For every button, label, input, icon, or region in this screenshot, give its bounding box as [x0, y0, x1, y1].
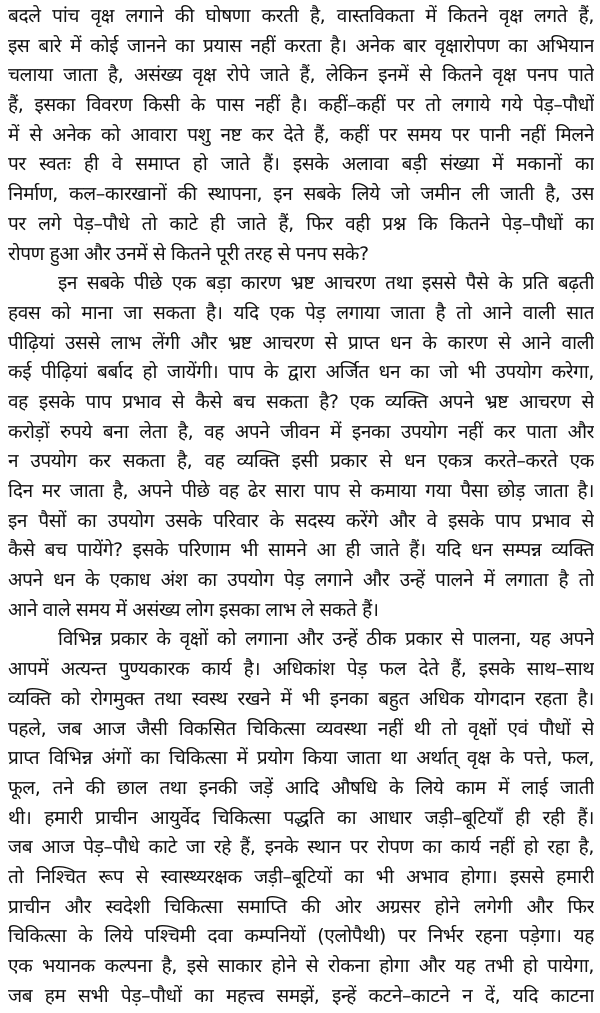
text-line: अपने धन के एकाध अंश का उपयोग पेड़ लगाने और उन्हें पालने में लगाता है तो [8, 569, 594, 592]
text-line: हवस को माना जा सकता है। यदि एक पेड़ लगाया जाता है तो आने वाली सात [8, 301, 594, 324]
text-line: पर स्वतः ही वे समाप्त हो जाते हैं। इसके अलावा बड़ी संख्या में मकानों का [8, 153, 594, 176]
text-line: न उपयोग कर सकता है, वह व्यक्ति इसी प्रकार से धन एकत्र करते–करते एक [8, 450, 594, 473]
text-line: इन सबके पीछे एक बड़ा कारण भ्रष्ट आचरण तथा इससे पैसे के प्रति बढ़ती [58, 272, 594, 295]
text-line: आने वाले समय में असंख्य लोग इसका लाभ ले सकते हैं। [8, 598, 379, 621]
text-line: करोड़ों रुपये बना लेता है, वह अपने जीवन में इनका उपयोग नहीं कर पाता और [8, 420, 594, 443]
text-line: दिन मर जाता है, अपने पीछे वह ढेर सारा पाप से कमाया गया पैसा छोड़ जाता है। [8, 480, 594, 502]
text-line: प्राप्त विभिन्न अंगों का चिकित्सा में प्रयोग किया जाता था अर्थात् वृक्ष के पत्ते, फल, [8, 747, 594, 770]
text-line: विभिन्न प्रकार के वृक्षों को लगाना और उन्हें ठीक प्रकार से पालना, यह अपने [58, 628, 594, 651]
text-line: पर लगे पेड़–पौधे तो काटे ही जाते हैं, फिर वही प्रश्न कि कितने पेड़–पौधों का [8, 212, 594, 235]
paragraph-3 [8, 625, 594, 1011]
text-line: चलाया जाता है, असंख्य वृक्ष रोपे जाते हैं, लेकिन इनमें से कितने वृक्ष पनप पाते [8, 64, 594, 87]
text-line: पीढ़ियां उससे लाभ लेंगी और भ्रष्ट आचरण से प्राप्त धन के कारण से आने वाली [8, 331, 594, 354]
text-line: रोपण हुआ और उनमें से कितने पूरी तरह से पनप सके? [8, 242, 369, 265]
text-line: हैं, इसका विवरण किसी के पास नहीं है। कहीं–कहीं पर तो लगाये गये पेड़–पौधों [8, 94, 594, 117]
text-line: फूल, तने की छाल तथा इनकी जड़ें आदि औषधि के लिये काम में लाई जाती [8, 776, 594, 799]
paragraph-1 [8, 2, 594, 269]
paragraph-2 [8, 269, 594, 625]
text-line: में से अनेक को आवारा पशु नष्ट कर देते हैं, कहीं पर समय पर पानी नहीं मिलने [8, 123, 594, 146]
text-line: तो निश्चित रूप से स्वास्थ्यरक्षक जड़ी–बूटियों का भी अभाव होगा। इससे हमारी [8, 865, 594, 888]
text-line: कैसे बच पायेंगे? इसके परिणाम भी सामने आ ही जाते हैं। यदि धन सम्पन्न व्यक्ति [8, 539, 594, 562]
text-line: चिकित्सा के लिये पश्चिमी दवा कम्पनियों (एलोपैथी) पर निर्भर रहना पड़ेगा। यह [8, 925, 594, 948]
text-line: इस बारे में कोई जानने का प्रयास नहीं करता है। अनेक बार वृक्षारोपण का अभियान [8, 34, 594, 57]
text-line: जब हम सभी पेड़–पौधों का महत्त्व समझें, इन्हें कटने–काटने न दें, यदि काटना [8, 984, 594, 1007]
text-line: एक भयानक कल्पना है, इसे साकार होने से रोकना होगा और यह तभी हो पायेगा, [8, 955, 594, 977]
text-line: निर्माण, कल–कारखानों की स्थापना, इन सबके लिये जो जमीन ली जाती है, उस [8, 183, 594, 206]
text-line: पहले, जब आज जैसी विकसित चिकित्सा व्यवस्था नहीं थी तो वृक्षों एवं पौधों से [8, 717, 594, 740]
text-line: व्यक्ति को रोगमुक्त तथा स्वस्थ रखने में भी इनका बहुत अधिक योगदान रहता है। [8, 687, 594, 710]
text-line: जब आज पेड़–पौधे काटे जा रहे हैं, इनके स्थान पर रोपण का कार्य नहीं हो रहा है, [8, 836, 594, 859]
text-line: प्राचीन और स्वदेशी चिकित्सा समाप्ति की ओर अग्रसर होने लगेगी और फिर [8, 895, 594, 918]
text-line: थी। हमारी प्राचीन आयुर्वेद चिकित्सा पद्धति का आधार जड़ी–बूटियाँ ही रही हैं। [8, 806, 594, 829]
text-line: बदले पांच वृक्ष लगाने की घोषणा करती है, वास्तविकता में कितने वृक्ष लगते हैं, [8, 5, 594, 27]
text-line: कई पीढ़ियां बर्बाद हो जायेंगी। पाप के द्वारा अर्जित धन का जो भी उपयोग करेगा, [8, 361, 594, 384]
text-line: आपमें अत्यन्त पुण्यकारक कार्य है। अधिकांश पेड़ फल देते हैं, इसके साथ–साथ [8, 658, 594, 681]
text-line: वह इसके पाप प्रभाव से कैसे बच सकता है? एक व्यक्ति अपने भ्रष्ट आचरण से [8, 390, 594, 413]
text-line: इन पैसों का उपयोग उसके परिवार के सदस्य करेंगे और वे इसके पाप प्रभाव से [8, 509, 594, 532]
